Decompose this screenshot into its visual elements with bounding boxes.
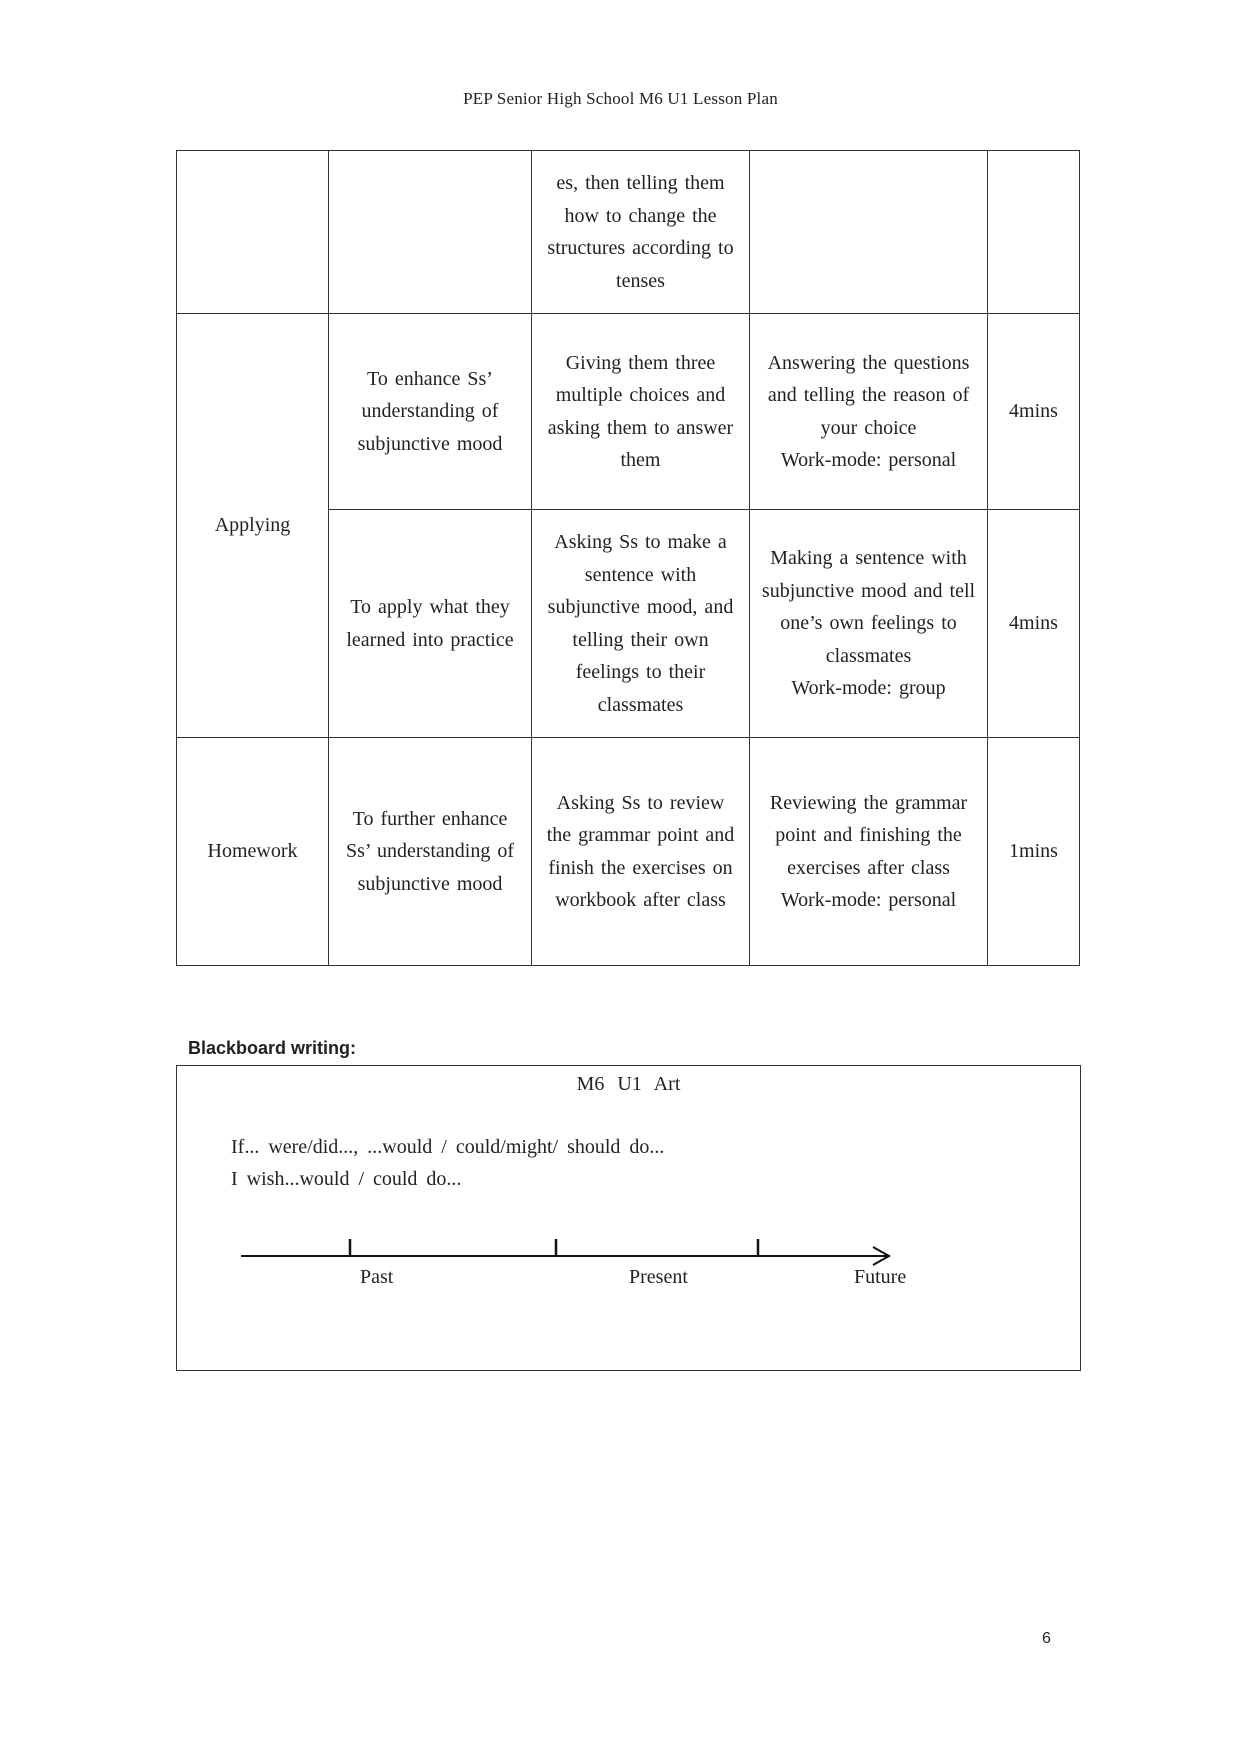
stage-cell: Homework (177, 738, 329, 966)
objective-cell (329, 151, 532, 314)
teacher-activity-cell: Asking Ss to review the grammar point and finish the exercises on workbook after class (532, 738, 750, 966)
table-row (177, 314, 1080, 510)
page-number: 6 (1042, 1630, 1051, 1647)
student-activity-text: Reviewing the grammar point and finishing the exercises after class (769, 791, 968, 879)
timeline-arrow (241, 1236, 901, 1296)
stage-cell (177, 151, 329, 314)
blackboard-heading: M6 U1 Art (576, 1073, 681, 1095)
teacher-activity-cell: Giving them three multiple choices and asking them to answer them (532, 314, 750, 510)
blackboard-box (176, 1065, 1081, 1371)
time-cell (988, 151, 1080, 314)
stage-cell: Applying (177, 314, 329, 738)
teacher-activity-cell: Asking Ss to make a sentence with subjunctive mood, and telling their own feelings to their classmates (532, 510, 750, 738)
work-mode-text: Work-mode: group (791, 677, 946, 700)
objective-cell: To enhance Ss’ understanding of subjunctive mood (329, 314, 532, 510)
table-row (177, 738, 1080, 966)
blackboard-title: Blackboard writing: (188, 1038, 357, 1058)
student-activity-cell (750, 510, 988, 738)
work-mode-text: Work-mode: personal (780, 889, 957, 911)
objective-cell: To further enhance Ss’ understanding of subjunctive mood (329, 738, 532, 966)
timeline-label-past: Past (360, 1266, 394, 1288)
student-activity-text: Answering the questions and telling the reason of your choice (767, 351, 970, 439)
timeline-label-future: Future (854, 1266, 907, 1288)
time-cell: 1mins (988, 738, 1080, 966)
time-cell: 4mins (988, 314, 1080, 510)
student-activity-text: Making a sentence with subjunctive mood and tell one’s own feelings to classmates (761, 547, 976, 667)
timeline-label-present: Present (629, 1266, 688, 1288)
blackboard-line: I wish...would / could do... (231, 1168, 462, 1190)
student-activity-cell (750, 314, 988, 510)
work-mode-text: Work-mode: personal (780, 449, 957, 471)
student-activity-cell (750, 738, 988, 966)
teacher-activity-cell: es, then telling them how to change the structures according to tenses (532, 151, 750, 314)
page-header: PEP Senior High School M6 U1 Lesson Plan (463, 89, 778, 108)
time-cell: 4mins (988, 510, 1080, 738)
lesson-plan-table (176, 150, 1080, 966)
student-activity-cell (750, 151, 988, 314)
blackboard-line: If... were/did..., ...would / could/might/ should do... (231, 1136, 665, 1158)
objective-cell: To apply what they learned into practice (329, 510, 532, 738)
table-row (177, 151, 1080, 314)
